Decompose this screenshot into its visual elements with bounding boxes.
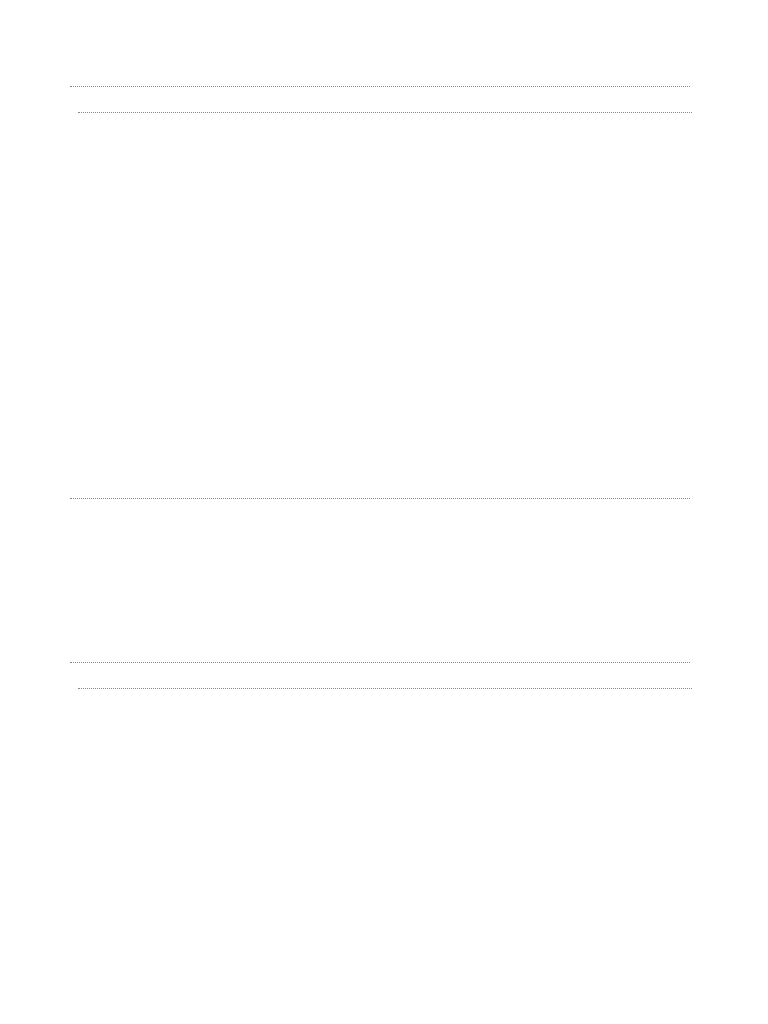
col-hari xyxy=(78,664,100,686)
schedule-top xyxy=(78,112,692,113)
col-hari xyxy=(78,88,100,110)
table-header-top xyxy=(78,88,602,110)
table-header-bottom xyxy=(78,664,602,686)
divider xyxy=(70,662,690,663)
divider xyxy=(70,86,690,87)
col-kelas-8 xyxy=(260,88,344,110)
col-kelas-8 xyxy=(260,664,344,686)
col-jam xyxy=(100,88,122,110)
col-waktu xyxy=(122,664,176,686)
col-jam xyxy=(100,664,122,686)
col-kelas-9 xyxy=(344,88,454,110)
col-waktu xyxy=(122,88,176,110)
col-kelas-7 xyxy=(176,664,260,686)
col-kelas-7 xyxy=(176,88,260,110)
col-kode-mapel xyxy=(464,664,602,686)
divider xyxy=(70,498,690,499)
col-keterangan xyxy=(464,88,602,110)
col-kelas-9 xyxy=(344,664,454,686)
schedule-bottom xyxy=(78,688,692,689)
